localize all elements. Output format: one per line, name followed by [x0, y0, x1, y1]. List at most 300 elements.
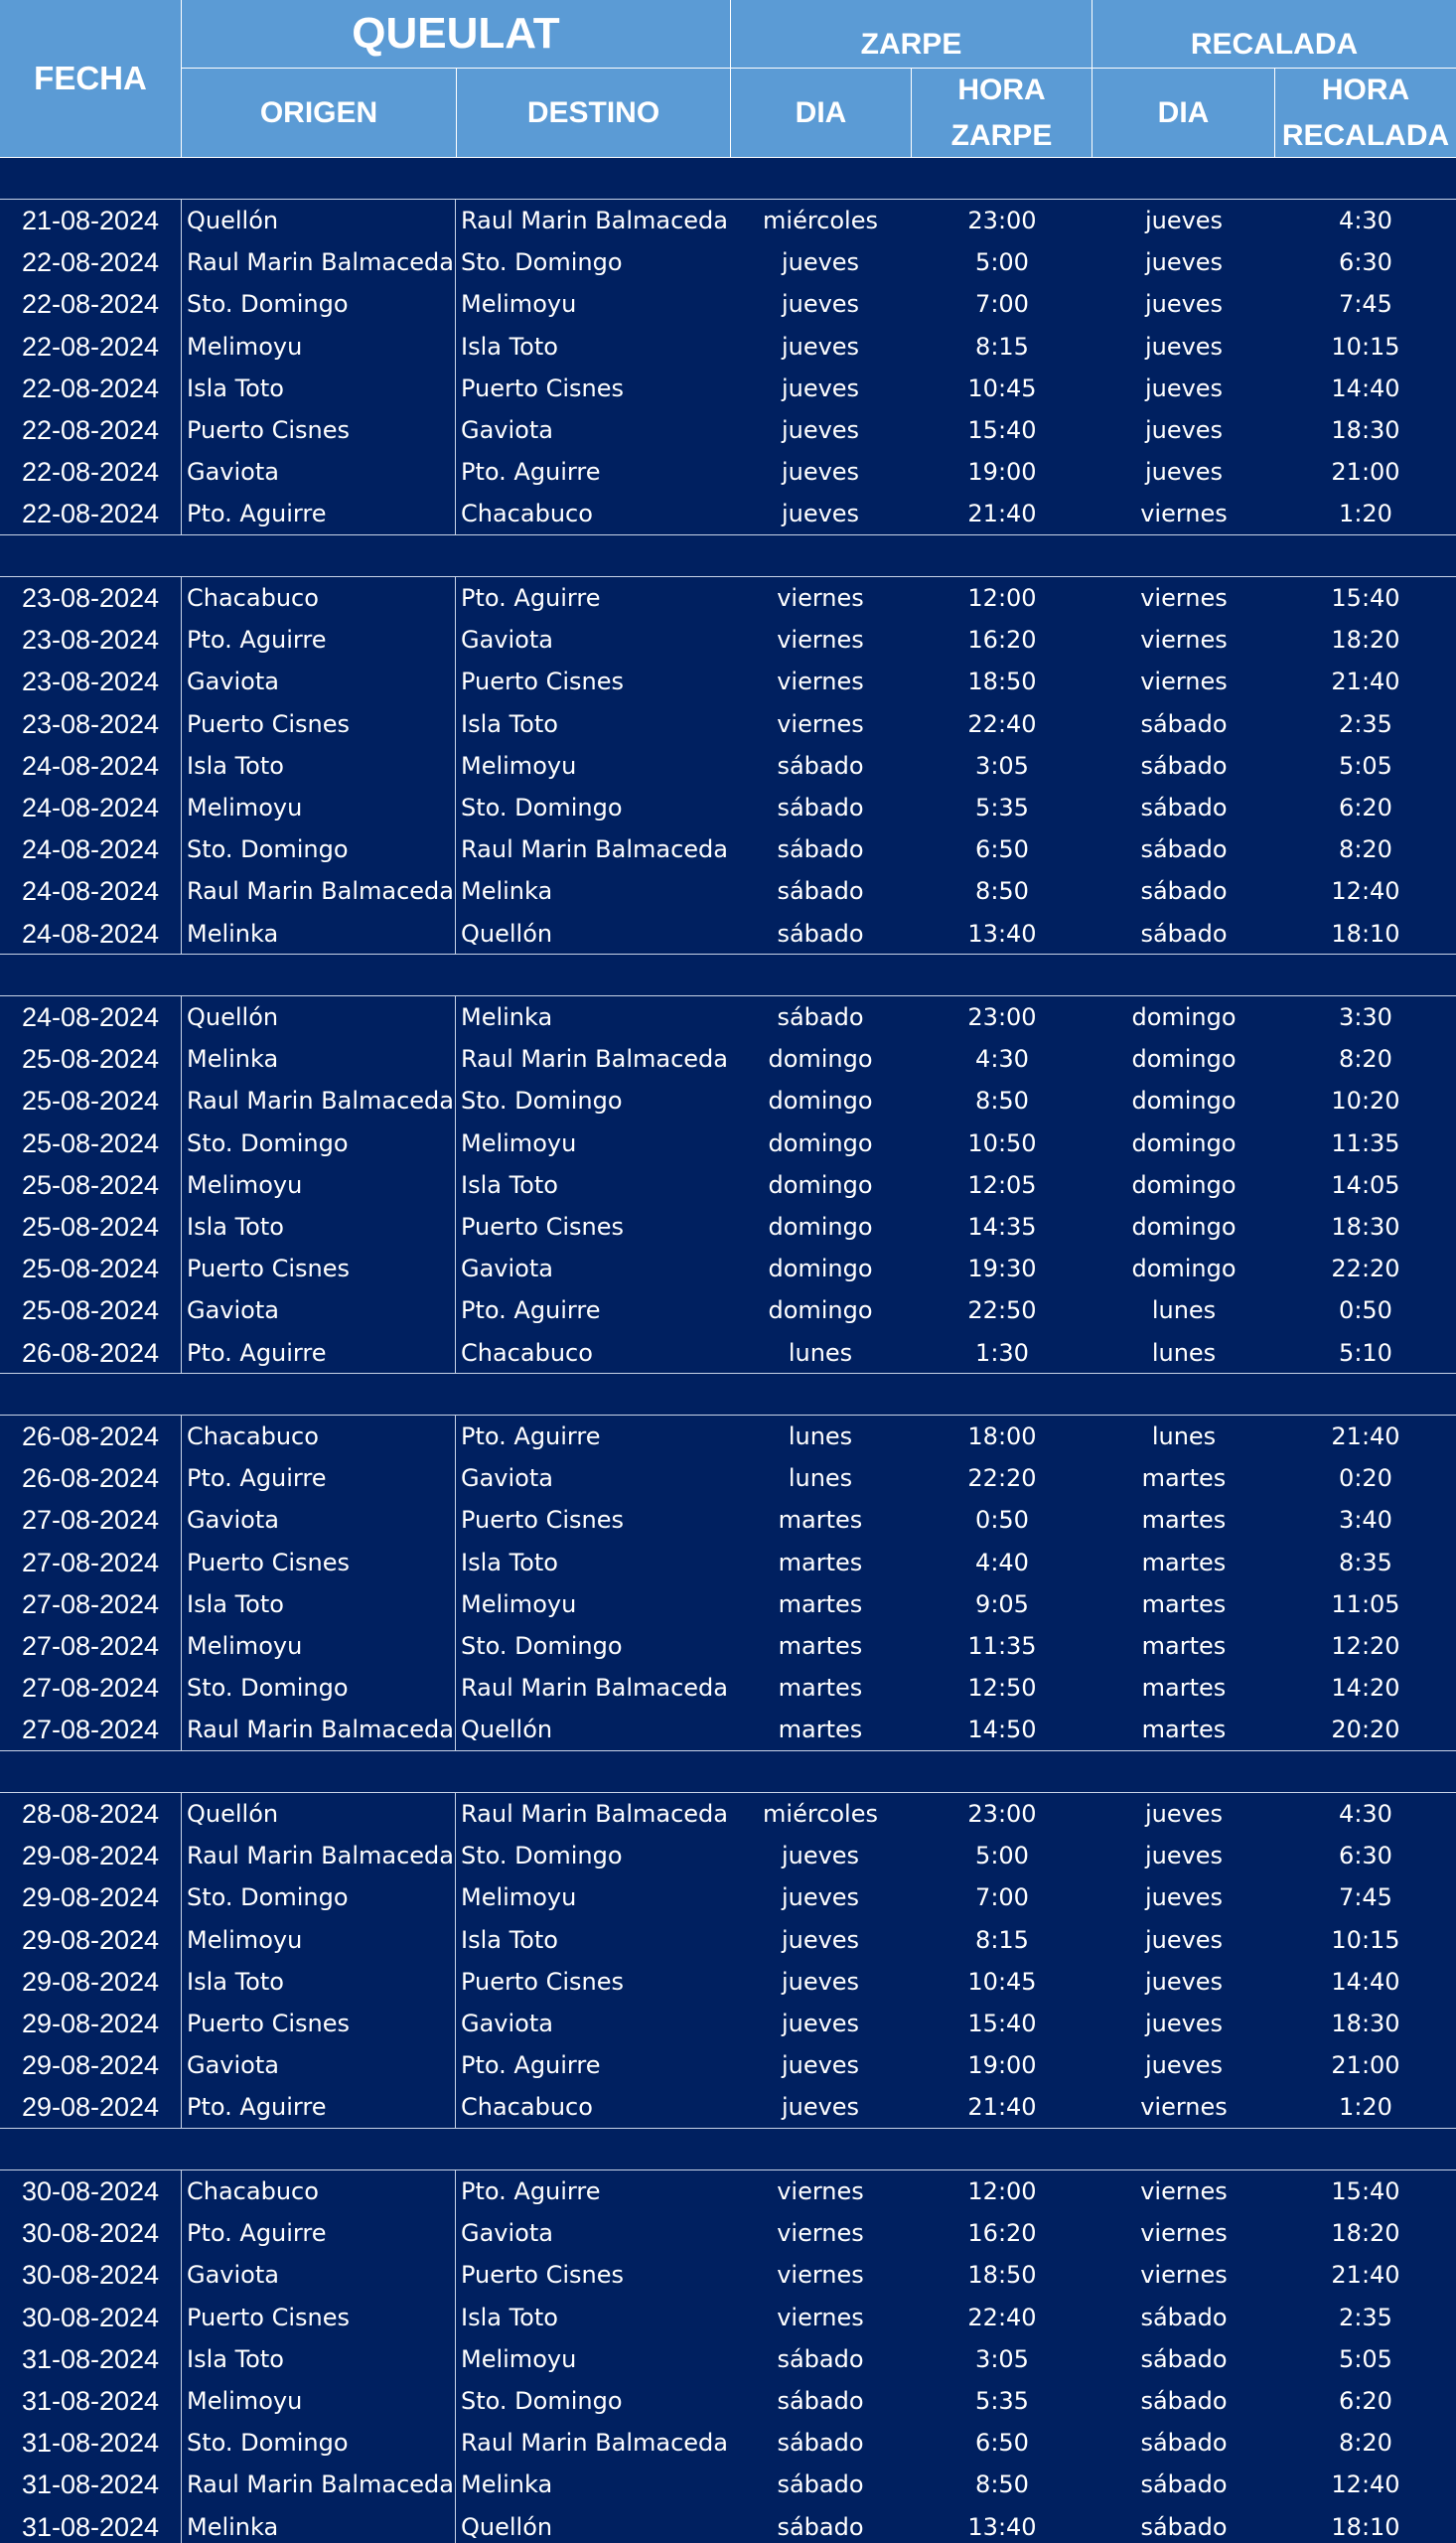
origen-cell: Melinka	[187, 919, 279, 948]
dia-recalada-cell: lunes	[1151, 1422, 1217, 1450]
origen-cell: Raul Marin Balmaceda	[187, 877, 454, 906]
fecha-cell: 24-08-2024	[21, 1002, 160, 1032]
hora-recalada-cell: 4:30	[1339, 1800, 1392, 1828]
table-row	[0, 1709, 1456, 1750]
origen-cell: Gaviota	[187, 1296, 279, 1325]
fecha-cell: 26-08-2024	[21, 1463, 160, 1494]
dia-zarpe-cell: sábado	[777, 2387, 864, 2415]
fecha-cell: 29-08-2024	[21, 1841, 160, 1871]
origen-cell: Melimoyu	[187, 332, 303, 361]
origen-cell: Melinka	[187, 2512, 279, 2541]
hora-zarpe-cell: 8:50	[975, 877, 1029, 906]
fecha-cell: 27-08-2024	[21, 1505, 160, 1536]
header-ship-name: QUEULAT	[182, 0, 731, 69]
fecha-cell: 27-08-2024	[21, 1673, 160, 1704]
destino-cell: Melinka	[461, 877, 553, 906]
fecha-cell: 23-08-2024	[21, 583, 160, 613]
table-row	[0, 745, 1456, 787]
hora-recalada-cell: 2:35	[1339, 2303, 1392, 2331]
table-row	[0, 913, 1456, 955]
dia-recalada-cell: jueves	[1144, 1883, 1224, 1912]
header-origen: ORIGEN	[182, 69, 457, 158]
header-hora-zarpe-line1: HORA	[957, 73, 1046, 106]
table-row	[0, 2338, 1456, 2380]
fecha-cell: 31-08-2024	[21, 2428, 160, 2459]
hora-zarpe-cell: 22:50	[967, 1296, 1037, 1325]
dia-zarpe-cell: jueves	[781, 332, 860, 361]
dia-zarpe-cell: viernes	[777, 626, 864, 655]
hora-recalada-cell: 11:35	[1331, 1128, 1400, 1157]
dia-zarpe-cell: martes	[778, 1548, 863, 1576]
hora-recalada-cell: 14:05	[1331, 1170, 1400, 1199]
dia-zarpe-cell: viernes	[777, 2303, 864, 2331]
hora-zarpe-cell: 5:00	[975, 248, 1029, 277]
hora-recalada-cell: 18:30	[1331, 416, 1400, 444]
hora-zarpe-cell: 22:20	[967, 1464, 1037, 1493]
destino-cell: Puerto Cisnes	[461, 1506, 625, 1535]
destino-cell: Pto. Aguirre	[461, 458, 601, 487]
destino-cell: Gaviota	[461, 626, 553, 655]
hora-recalada-cell: 1:20	[1339, 500, 1392, 528]
table-row	[0, 996, 1456, 1038]
dia-recalada-cell: jueves	[1144, 1842, 1224, 1870]
dia-recalada-cell: martes	[1141, 1632, 1227, 1660]
dia-zarpe-cell: domingo	[768, 1087, 873, 1116]
hora-recalada-cell: 14:20	[1331, 1674, 1400, 1703]
dia-zarpe-cell: jueves	[781, 1967, 860, 1996]
dia-zarpe-cell: viernes	[777, 2219, 864, 2248]
dia-recalada-cell: sábado	[1140, 2429, 1228, 2458]
hora-recalada-cell: 21:00	[1331, 2051, 1400, 2080]
dia-recalada-cell: domingo	[1131, 1003, 1237, 1031]
dia-recalada-cell: viernes	[1140, 500, 1228, 528]
hora-zarpe-cell: 13:40	[967, 2512, 1037, 2541]
fecha-cell: 21-08-2024	[21, 206, 160, 235]
hora-recalada-cell: 6:30	[1339, 1842, 1392, 1870]
dia-recalada-cell: sábado	[1140, 751, 1228, 780]
fecha-cell: 30-08-2024	[21, 2218, 160, 2249]
dia-recalada-cell: viernes	[1140, 626, 1228, 655]
origen-cell: Quellón	[187, 207, 279, 234]
dia-zarpe-cell: sábado	[777, 2429, 864, 2458]
dia-zarpe-cell: sábado	[777, 1003, 864, 1031]
table-row	[0, 368, 1456, 409]
hora-zarpe-cell: 19:00	[967, 2051, 1037, 2080]
hora-recalada-cell: 22:20	[1331, 1255, 1400, 1283]
destino-cell: Isla Toto	[461, 2303, 558, 2331]
fecha-cell: 25-08-2024	[21, 1044, 160, 1075]
origen-cell: Gaviota	[187, 668, 279, 696]
dia-recalada-cell: jueves	[1144, 374, 1224, 402]
origen-cell: Melimoyu	[187, 1170, 303, 1199]
table-row	[0, 2506, 1456, 2543]
origen-cell: Quellón	[187, 1003, 279, 1031]
dia-zarpe-cell: viernes	[777, 668, 864, 696]
hora-zarpe-cell: 12:00	[967, 2177, 1037, 2205]
destino-cell: Chacabuco	[461, 1338, 593, 1367]
dia-zarpe-cell: jueves	[781, 2051, 860, 2080]
dia-zarpe-cell: martes	[778, 1632, 863, 1660]
dia-recalada-cell: jueves	[1144, 416, 1224, 444]
header-recalada: RECALADA	[1092, 0, 1456, 69]
dia-recalada-cell: sábado	[1140, 2512, 1228, 2541]
dia-recalada-cell: martes	[1141, 1674, 1227, 1703]
hora-recalada-cell: 5:05	[1339, 751, 1392, 780]
hora-zarpe-cell: 5:35	[975, 794, 1029, 822]
fecha-cell: 26-08-2024	[21, 1421, 160, 1451]
trip-group	[0, 1416, 1456, 1751]
destino-cell: Pto. Aguirre	[461, 1422, 601, 1450]
dia-zarpe-cell: sábado	[777, 919, 864, 948]
hora-recalada-cell: 20:20	[1331, 1716, 1400, 1744]
hora-recalada-cell: 2:35	[1339, 709, 1392, 738]
fecha-cell: 23-08-2024	[21, 708, 160, 739]
dia-zarpe-cell: lunes	[788, 1338, 853, 1367]
fecha-cell: 31-08-2024	[21, 2469, 160, 2500]
destino-cell: Melimoyu	[461, 290, 577, 319]
origen-cell: Isla Toto	[187, 1213, 284, 1241]
destino-cell: Pto. Aguirre	[461, 1296, 601, 1325]
hora-recalada-cell: 8:20	[1339, 835, 1392, 864]
header-dia-recalada: DIA	[1092, 69, 1275, 158]
fecha-cell: 25-08-2024	[21, 1169, 160, 1200]
header-dia-zarpe: DIA	[731, 69, 912, 158]
dia-zarpe-cell: jueves	[781, 416, 860, 444]
hora-zarpe-cell: 10:45	[967, 1967, 1037, 1996]
origen-cell: Raul Marin Balmaceda	[187, 1087, 454, 1116]
dia-recalada-cell: jueves	[1144, 332, 1224, 361]
fecha-cell: 25-08-2024	[21, 1127, 160, 1158]
hora-recalada-cell: 1:20	[1339, 2093, 1392, 2122]
origen-cell: Sto. Domingo	[187, 290, 349, 319]
fecha-cell: 30-08-2024	[21, 2302, 160, 2332]
hora-zarpe-cell: 19:30	[967, 1255, 1037, 1283]
table-row	[0, 283, 1456, 325]
dia-recalada-cell: sábado	[1140, 2303, 1228, 2331]
origen-cell: Sto. Domingo	[187, 1883, 349, 1912]
table-row	[0, 1416, 1456, 1457]
fecha-cell: 26-08-2024	[21, 1337, 160, 1368]
table-row	[0, 241, 1456, 283]
dia-recalada-cell: sábado	[1140, 2470, 1228, 2499]
hora-recalada-cell: 5:05	[1339, 2344, 1392, 2373]
destino-cell: Raul Marin Balmaceda	[461, 1674, 728, 1703]
destino-cell: Raul Marin Balmaceda	[461, 1800, 728, 1828]
dia-recalada-cell: jueves	[1144, 248, 1224, 277]
hora-recalada-cell: 0:50	[1339, 1296, 1392, 1325]
fecha-cell: 28-08-2024	[21, 1799, 160, 1829]
dia-zarpe-cell: viernes	[777, 2261, 864, 2290]
hora-zarpe-cell: 18:50	[967, 2261, 1037, 2290]
origen-cell: Chacabuco	[187, 1422, 319, 1450]
hora-zarpe-cell: 23:00	[967, 207, 1037, 234]
trip-group	[0, 200, 1456, 535]
destino-cell: Gaviota	[461, 1255, 553, 1283]
fecha-cell: 29-08-2024	[21, 1924, 160, 1955]
dia-zarpe-cell: miércoles	[763, 207, 878, 234]
trip-group	[0, 1793, 1456, 2129]
destino-cell: Sto. Domingo	[461, 794, 623, 822]
dia-recalada-cell: domingo	[1131, 1128, 1237, 1157]
destino-cell: Melimoyu	[461, 751, 577, 780]
destino-cell: Raul Marin Balmaceda	[461, 2429, 728, 2458]
dia-recalada-cell: jueves	[1144, 2010, 1224, 2037]
destino-cell: Sto. Domingo	[461, 1632, 623, 1660]
hora-recalada-cell: 12:40	[1331, 877, 1400, 906]
dia-zarpe-cell: martes	[778, 1674, 863, 1703]
dia-recalada-cell: viernes	[1140, 2093, 1228, 2122]
destino-cell: Puerto Cisnes	[461, 1967, 625, 1996]
table-row	[0, 2297, 1456, 2338]
dia-recalada-cell: sábado	[1140, 877, 1228, 906]
dia-zarpe-cell: jueves	[781, 458, 860, 487]
hora-zarpe-cell: 8:15	[975, 1925, 1029, 1954]
dia-zarpe-cell: sábado	[777, 2470, 864, 2499]
fecha-cell: 22-08-2024	[21, 499, 160, 529]
table-row	[0, 1499, 1456, 1541]
hora-recalada-cell: 15:40	[1331, 2177, 1400, 2205]
hora-zarpe-cell: 15:40	[967, 2010, 1037, 2037]
dia-recalada-cell: jueves	[1144, 1800, 1224, 1828]
fecha-cell: 25-08-2024	[21, 1295, 160, 1326]
dia-recalada-cell: martes	[1141, 1506, 1227, 1535]
group-spacer	[0, 158, 1456, 200]
table-row	[0, 2380, 1456, 2422]
dia-zarpe-cell: sábado	[777, 2344, 864, 2373]
dia-recalada-cell: sábado	[1140, 2344, 1228, 2373]
hora-zarpe-cell: 8:50	[975, 2470, 1029, 2499]
dia-zarpe-cell: lunes	[788, 1464, 853, 1493]
table-row	[0, 1835, 1456, 1876]
header-fecha: FECHA	[0, 0, 182, 158]
dia-zarpe-cell: jueves	[781, 500, 860, 528]
hora-recalada-cell: 18:10	[1331, 919, 1400, 948]
origen-cell: Melimoyu	[187, 794, 303, 822]
fecha-cell: 25-08-2024	[21, 1254, 160, 1284]
dia-zarpe-cell: sábado	[777, 877, 864, 906]
table-row	[0, 1457, 1456, 1499]
origen-cell: Pto. Aguirre	[187, 1338, 327, 1367]
trip-group	[0, 577, 1456, 955]
origen-cell: Isla Toto	[187, 2344, 284, 2373]
fecha-cell: 22-08-2024	[21, 331, 160, 362]
hora-recalada-cell: 18:10	[1331, 2512, 1400, 2541]
destino-cell: Melimoyu	[461, 1589, 577, 1618]
dia-recalada-cell: martes	[1141, 1589, 1227, 1618]
destino-cell: Isla Toto	[461, 709, 558, 738]
hora-zarpe-cell: 22:40	[967, 709, 1037, 738]
destino-cell: Melimoyu	[461, 1883, 577, 1912]
hora-recalada-cell: 5:10	[1339, 1338, 1392, 1367]
origen-cell: Sto. Domingo	[187, 1674, 349, 1703]
dia-recalada-cell: sábado	[1140, 794, 1228, 822]
table-row	[0, 1961, 1456, 2003]
dia-recalada-cell: domingo	[1131, 1170, 1237, 1199]
hora-zarpe-cell: 1:30	[975, 1338, 1029, 1367]
table-row	[0, 1164, 1456, 1206]
destino-cell: Isla Toto	[461, 1170, 558, 1199]
dia-zarpe-cell: jueves	[781, 248, 860, 277]
dia-zarpe-cell: domingo	[768, 1296, 873, 1325]
origen-cell: Pto. Aguirre	[187, 1464, 327, 1493]
fecha-cell: 29-08-2024	[21, 1882, 160, 1913]
destino-cell: Pto. Aguirre	[461, 584, 601, 612]
fecha-cell: 31-08-2024	[21, 2511, 160, 2542]
origen-cell: Gaviota	[187, 2051, 279, 2080]
hora-zarpe-cell: 5:35	[975, 2387, 1029, 2415]
dia-zarpe-cell: jueves	[781, 1883, 860, 1912]
fecha-cell: 22-08-2024	[21, 247, 160, 278]
dia-zarpe-cell: jueves	[781, 374, 860, 402]
dia-zarpe-cell: domingo	[768, 1170, 873, 1199]
origen-cell: Sto. Domingo	[187, 2429, 349, 2458]
destino-cell: Puerto Cisnes	[461, 668, 625, 696]
fecha-cell: 29-08-2024	[21, 2009, 160, 2038]
header-hora-recalada-line2: RECALADA	[1281, 118, 1450, 152]
fecha-cell: 24-08-2024	[21, 750, 160, 781]
hora-zarpe-cell: 10:50	[967, 1128, 1037, 1157]
origen-cell: Melimoyu	[187, 1632, 303, 1660]
table-row	[0, 2422, 1456, 2464]
dia-recalada-cell: lunes	[1151, 1296, 1217, 1325]
table-row	[0, 1332, 1456, 1374]
fecha-cell: 22-08-2024	[21, 415, 160, 445]
destino-cell: Isla Toto	[461, 332, 558, 361]
dia-zarpe-cell: domingo	[768, 1213, 873, 1241]
dia-zarpe-cell: viernes	[777, 2177, 864, 2205]
table-row	[0, 619, 1456, 661]
destino-cell: Gaviota	[461, 2219, 553, 2248]
dia-recalada-cell: sábado	[1140, 709, 1228, 738]
destino-cell: Quellón	[461, 919, 553, 948]
hora-zarpe-cell: 23:00	[967, 1003, 1037, 1031]
hora-zarpe-cell: 23:00	[967, 1800, 1037, 1828]
hora-recalada-cell: 14:40	[1331, 1967, 1400, 1996]
table-row	[0, 1122, 1456, 1164]
hora-recalada-cell: 10:15	[1331, 1925, 1400, 1954]
dia-zarpe-cell: jueves	[781, 2010, 860, 2037]
origen-cell: Sto. Domingo	[187, 1128, 349, 1157]
dia-zarpe-cell: martes	[778, 1716, 863, 1744]
origen-cell: Pto. Aguirre	[187, 500, 327, 528]
hora-recalada-cell: 6:30	[1339, 248, 1392, 277]
origen-cell: Isla Toto	[187, 751, 284, 780]
origen-cell: Isla Toto	[187, 374, 284, 402]
fecha-cell: 24-08-2024	[21, 834, 160, 865]
destino-cell: Isla Toto	[461, 1925, 558, 1954]
fecha-cell: 23-08-2024	[21, 667, 160, 697]
hora-zarpe-cell: 10:45	[967, 374, 1037, 402]
hora-zarpe-cell: 4:40	[975, 1548, 1029, 1576]
origen-cell: Gaviota	[187, 458, 279, 487]
dia-zarpe-cell: viernes	[777, 709, 864, 738]
hora-zarpe-cell: 16:20	[967, 626, 1037, 655]
table-row	[0, 828, 1456, 870]
header-destino: DESTINO	[457, 69, 731, 158]
hora-recalada-cell: 21:40	[1331, 668, 1400, 696]
dia-recalada-cell: viernes	[1140, 584, 1228, 612]
hora-zarpe-cell: 14:35	[967, 1213, 1037, 1241]
dia-zarpe-cell: viernes	[777, 584, 864, 612]
table-row	[0, 493, 1456, 534]
fecha-cell: 23-08-2024	[21, 625, 160, 656]
destino-cell: Quellón	[461, 2512, 553, 2541]
fecha-cell: 27-08-2024	[21, 1547, 160, 1577]
table-row	[0, 2464, 1456, 2505]
destino-cell: Melinka	[461, 2470, 553, 2499]
destino-cell: Puerto Cisnes	[461, 2261, 625, 2290]
origen-cell: Raul Marin Balmaceda	[187, 248, 454, 277]
hora-recalada-cell: 21:00	[1331, 458, 1400, 487]
hora-recalada-cell: 0:20	[1339, 1464, 1392, 1493]
dia-recalada-cell: sábado	[1140, 919, 1228, 948]
hora-recalada-cell: 18:30	[1331, 1213, 1400, 1241]
hora-recalada-cell: 7:45	[1339, 290, 1392, 319]
dia-recalada-cell: viernes	[1140, 668, 1228, 696]
hora-zarpe-cell: 6:50	[975, 835, 1029, 864]
hora-zarpe-cell: 8:15	[975, 332, 1029, 361]
dia-zarpe-cell: sábado	[777, 751, 864, 780]
hora-zarpe-cell: 22:40	[967, 2303, 1037, 2331]
fecha-cell: 31-08-2024	[21, 2343, 160, 2374]
origen-cell: Melinka	[187, 1045, 279, 1074]
header-zarpe: ZARPE	[731, 0, 1092, 69]
dia-recalada-cell: viernes	[1140, 2261, 1228, 2290]
origen-cell: Raul Marin Balmaceda	[187, 2470, 454, 2499]
fecha-cell: 27-08-2024	[21, 1631, 160, 1661]
hora-zarpe-cell: 12:00	[967, 584, 1037, 612]
origen-cell: Pto. Aguirre	[187, 2219, 327, 2248]
table-row	[0, 1289, 1456, 1331]
fecha-cell: 30-08-2024	[21, 2176, 160, 2206]
table-row	[0, 2086, 1456, 2128]
fecha-cell: 29-08-2024	[21, 1966, 160, 1997]
hora-recalada-cell: 15:40	[1331, 584, 1400, 612]
table-row	[0, 409, 1456, 451]
hora-recalada-cell: 10:15	[1331, 332, 1400, 361]
origen-cell: Puerto Cisnes	[187, 1548, 351, 1576]
hora-recalada-cell: 18:20	[1331, 2219, 1400, 2248]
dia-zarpe-cell: jueves	[781, 2093, 860, 2122]
hora-zarpe-cell: 19:00	[967, 458, 1037, 487]
destino-cell: Puerto Cisnes	[461, 374, 625, 402]
fecha-cell: 24-08-2024	[21, 918, 160, 949]
hora-zarpe-cell: 21:40	[967, 2093, 1037, 2122]
dia-recalada-cell: domingo	[1131, 1213, 1237, 1241]
hora-recalada-cell: 3:30	[1339, 1003, 1392, 1031]
hora-recalada-cell: 8:20	[1339, 1045, 1392, 1074]
hora-recalada-cell: 21:40	[1331, 1422, 1400, 1450]
group-spacer	[0, 1374, 1456, 1416]
fecha-cell: 30-08-2024	[21, 2260, 160, 2291]
destino-cell: Sto. Domingo	[461, 248, 623, 277]
hora-zarpe-cell: 18:50	[967, 668, 1037, 696]
origen-cell: Raul Marin Balmaceda	[187, 1716, 454, 1744]
destino-cell: Isla Toto	[461, 1548, 558, 1576]
destino-cell: Raul Marin Balmaceda	[461, 207, 728, 234]
table-row	[0, 1206, 1456, 1248]
dia-recalada-cell: jueves	[1144, 1967, 1224, 1996]
hora-zarpe-cell: 12:05	[967, 1170, 1037, 1199]
hora-zarpe-cell: 7:00	[975, 1883, 1029, 1912]
table-row	[0, 451, 1456, 493]
hora-zarpe-cell: 15:40	[967, 416, 1037, 444]
header-hora-recalada	[1275, 69, 1456, 158]
origen-cell: Puerto Cisnes	[187, 416, 351, 444]
table-row	[0, 1542, 1456, 1583]
origen-cell: Puerto Cisnes	[187, 1255, 351, 1283]
hora-recalada-cell: 6:20	[1339, 2387, 1392, 2415]
